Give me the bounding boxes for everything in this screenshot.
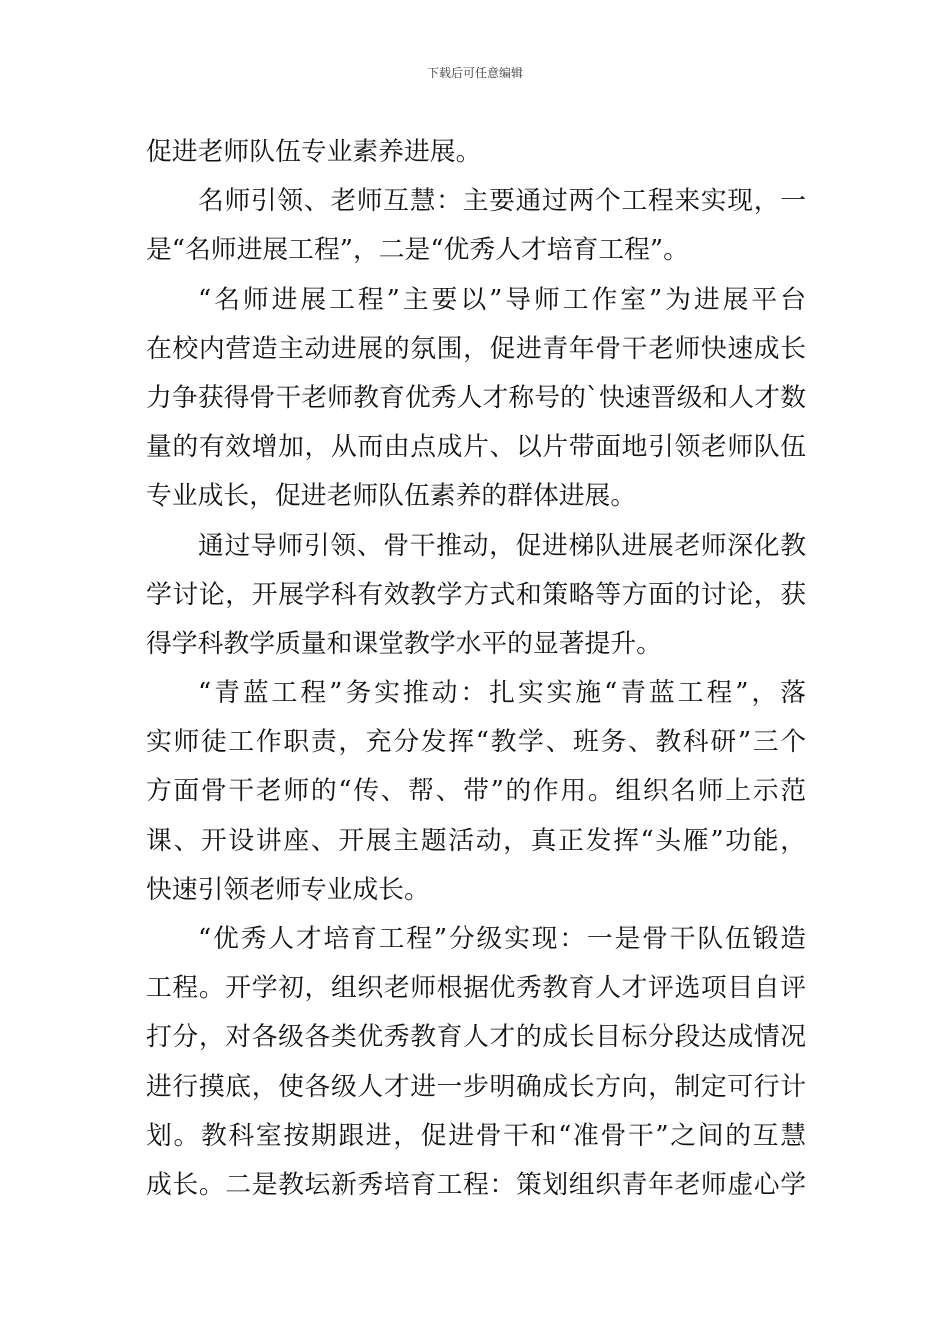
- text-line: 促进老师队伍专业素养进展。: [146, 137, 482, 167]
- text-line: 通过导师引领、骨干推动，促进梯队进展老师深化教: [198, 530, 806, 561]
- text-line: 课、开设讲座、开展主题活动，真正发挥“头雁”功能，: [146, 825, 806, 856]
- text-line: “优秀人才培育工程”分级实现：一是骨干队伍锻造: [198, 924, 806, 954]
- text-line: 名师引领、老师互慧：主要通过两个工程来实现，一: [198, 186, 806, 217]
- text-line: 工程。开学初，组织老师根据优秀教育人才评选项目自评: [146, 973, 806, 1004]
- text-line: “名师进展工程”主要以”导师工作室”为进展平台: [198, 284, 806, 315]
- text-line: 是“名师进展工程”，二是“优秀人才培育工程”。: [146, 235, 689, 266]
- text-line: 方面骨干老师的“传、帮、带”的作用。组织名师上示范: [146, 776, 806, 807]
- text-line: 打分，对各级各类优秀教育人才的成长目标分段达成情况: [146, 1022, 806, 1053]
- text-line: 学讨论，开展学科有效教学方式和策略等方面的讨论，获: [146, 579, 806, 610]
- document-body: [146, 128, 806, 1210]
- text-line: 实师徒工作职责，充分发挥“教学、班务、教科研”三个: [146, 727, 806, 758]
- text-line: 量的有效增加，从而由点成片、以片带面地引领老师队伍: [146, 432, 806, 463]
- text-line: 成长。二是教坛新秀培育工程：策划组织青年老师虚心学: [146, 1169, 806, 1200]
- text-line: 在校内营造主动进展的氛围，促进青年骨干老师快速成长: [146, 333, 806, 364]
- text-line: 专业成长，促进老师队伍素养的群体进展。: [146, 481, 637, 512]
- page-header-note: 下载后可任意编辑: [426, 66, 523, 80]
- text-line: 进行摸底，使各级人才进一步明确成长方向，制定可行计: [146, 1071, 806, 1102]
- text-line: “青蓝工程”务实推动：扎实实施“青蓝工程”，落: [198, 678, 806, 709]
- text-line: 力争获得骨干老师教育优秀人才称号的`快速晋级和人才数: [146, 382, 806, 413]
- text-line: 划。教科室按期跟进，促进骨干和“准骨干”之间的互慧: [146, 1120, 806, 1151]
- text-line: 快速引领老师专业成长。: [146, 874, 430, 905]
- text-line: 得学科教学质量和课堂教学水平的显著提升。: [146, 628, 662, 659]
